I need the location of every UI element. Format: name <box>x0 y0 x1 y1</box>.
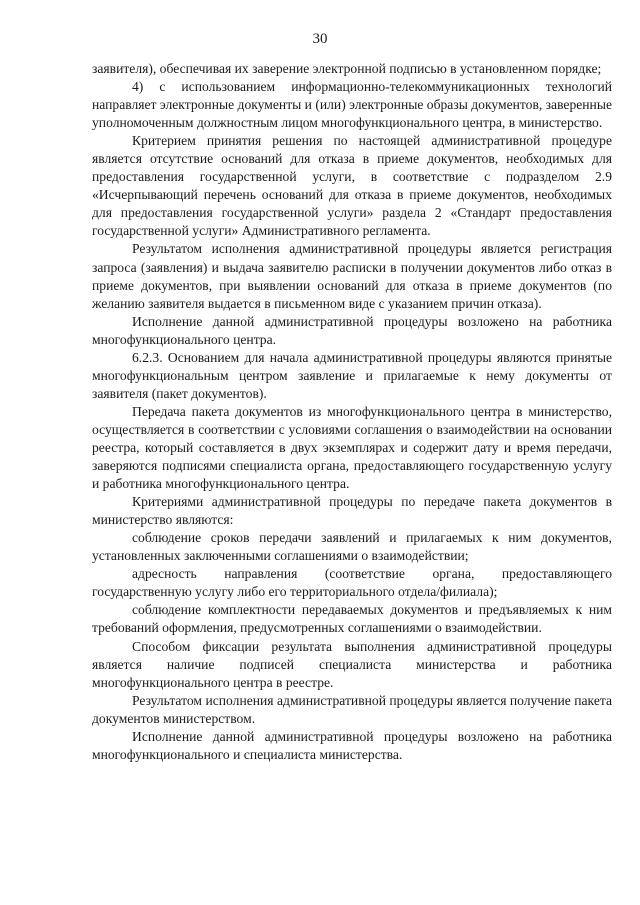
paragraph: адресность направления (соответствие органа, предоставляющего государственную услугу либо его территориального отдела/филиала); <box>92 566 612 600</box>
paragraph: Исполнение данной административной процедуры возложено на работника многофункционального и специалиста министерства. <box>92 728 612 762</box>
paragraph: Критерием принятия решения по настоящей административной процедуре является отсутствие оснований для отказа в приеме документов, необходимых для предоставления государственной услуги, в соответствие с подразделом 2.9 «Исчерпывающий перечень оснований для отказа в приеме документов, необходимых для предоставления государственной услуги» раздела 2 «Стандарт предоставления государственной услуги» Административного регламента. <box>92 133 612 239</box>
paragraph: заявителя), обеспечивая их заверение электронной подписью в установленном порядке; <box>92 61 602 76</box>
paragraph: соблюдение сроков передачи заявлений и прилагаемых к ним документов, установленных заключенными соглашениями о взаимодействии; <box>92 530 612 564</box>
paragraph: Критериями административной процедуры по передаче пакета документов в министерство являются: <box>92 494 612 528</box>
page-number: 30 <box>312 31 328 47</box>
paragraph: 4) с использованием информационно-телекоммуникационных технологий направляет электронные документы и (или) электронные образы документов, заверенные уполномоченным должностным лицом многофункционального центра, в министерство. <box>92 79 612 131</box>
paragraph: Результатом исполнения административной процедуры является регистрация запроса (заявления) и выдача заявителю расписки в получении документов либо отказ в приеме документов, при выявлении оснований для отказа в приеме документов (по желанию заявителя выдается в письменном виде с указанием причин отказа). <box>92 241 612 311</box>
paragraph: Результатом исполнения административной процедуры является получение пакета документов министерством. <box>92 692 612 726</box>
body-text <box>92 60 612 764</box>
paragraph: 6.2.3. Основанием для начала административной процедуры являются принятые многофункциональным центром заявление и прилагаемые к нему документы от заявителя (пакет документов). <box>92 349 612 401</box>
paragraph: Исполнение данной административной процедуры возложено на работника многофункционального центра. <box>92 313 612 347</box>
paragraph: Способом фиксации результата выполнения административной процедуры является наличие подписей специалиста министерства и работника многофункционального центра в реестре. <box>92 638 612 690</box>
paragraph: Передача пакета документов из многофункционального центра в министерство, осуществляется в соответствии с условиями соглашения о взаимодействии на основании реестра, который составляется в двух экземплярах и содержит дату и время передачи, заверяются подписями специалиста органа, предоставляющего государственную услугу и работника многофункционального центра. <box>92 403 612 492</box>
paragraph: соблюдение комплектности передаваемых документов и предъявляемых к ним требований оформления, предусмотренных соглашениями о взаимодействии. <box>92 602 612 636</box>
